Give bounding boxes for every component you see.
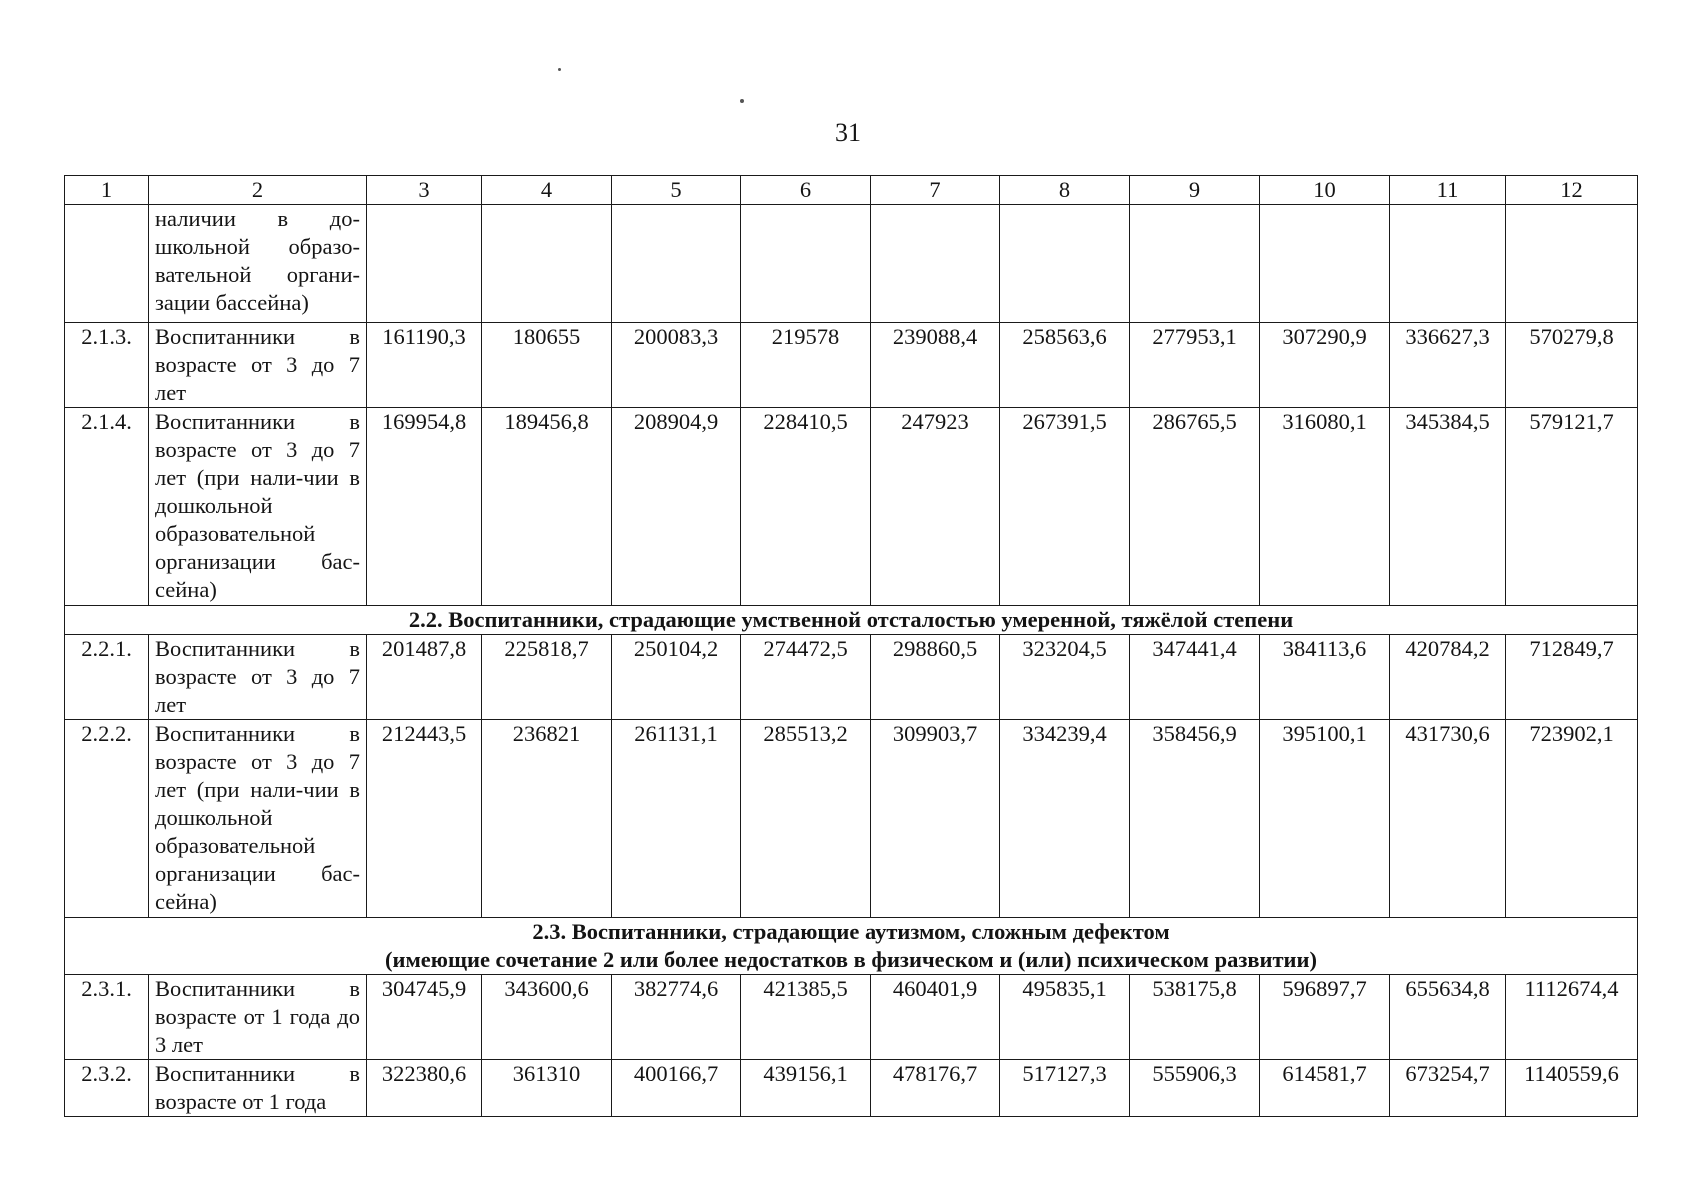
- value-cell: 538175,8: [1130, 975, 1260, 1060]
- value-cell: 655634,8: [1390, 975, 1506, 1060]
- value-cell: 228410,5: [741, 408, 871, 606]
- value-cell: [741, 205, 871, 323]
- value-cell: 439156,1: [741, 1060, 871, 1117]
- value-cell: 304745,9: [367, 975, 482, 1060]
- row-number-cell: [65, 205, 149, 323]
- section-heading-row: [65, 606, 1638, 635]
- column-number: 2: [149, 176, 367, 205]
- table-row: [65, 720, 1638, 918]
- value-cell: 212443,5: [367, 720, 482, 918]
- value-cell: 261131,1: [612, 720, 741, 918]
- column-number: 3: [367, 176, 482, 205]
- value-cell: 420784,2: [1390, 635, 1506, 720]
- row-description: Воспитанники в возрасте от 3 до 7 лет (при нали-чии в дошкольной образовательной организации бас-сейна): [149, 408, 367, 606]
- value-cell: 570279,8: [1506, 323, 1638, 408]
- value-cell: 555906,3: [1130, 1060, 1260, 1117]
- value-cell: 334239,4: [1000, 720, 1130, 918]
- value-cell: [612, 205, 741, 323]
- row-number: 2.3.1.: [65, 975, 149, 1060]
- column-number: 5: [612, 176, 741, 205]
- row-number: 2.1.3.: [65, 323, 149, 408]
- section-title: [65, 918, 1638, 975]
- value-cell: 712849,7: [1506, 635, 1638, 720]
- value-cell: 478176,7: [871, 1060, 1000, 1117]
- value-cell: 322380,6: [367, 1060, 482, 1117]
- table-row: [65, 408, 1638, 606]
- value-cell: [482, 205, 612, 323]
- value-cell: 460401,9: [871, 975, 1000, 1060]
- column-number: 12: [1506, 176, 1638, 205]
- value-cell: 286765,5: [1130, 408, 1260, 606]
- value-cell: 517127,3: [1000, 1060, 1130, 1117]
- scan-speck: [740, 99, 744, 103]
- value-cell: 267391,5: [1000, 408, 1130, 606]
- value-cell: 1140559,6: [1506, 1060, 1638, 1117]
- scan-speck: [558, 68, 561, 71]
- section-heading-row: [65, 918, 1638, 975]
- value-cell: 596897,7: [1260, 975, 1390, 1060]
- value-cell: 236821: [482, 720, 612, 918]
- value-cell: [367, 205, 482, 323]
- value-cell: 161190,3: [367, 323, 482, 408]
- value-cell: 579121,7: [1506, 408, 1638, 606]
- value-cell: 225818,7: [482, 635, 612, 720]
- column-number: 7: [871, 176, 1000, 205]
- row-number: 2.2.2.: [65, 720, 149, 918]
- row-description: Воспитанники в возрасте от 3 до 7 лет: [149, 323, 367, 408]
- value-cell: 298860,5: [871, 635, 1000, 720]
- value-cell: 347441,4: [1130, 635, 1260, 720]
- row-description: Воспитанники в возрасте от 3 до 7 лет: [149, 635, 367, 720]
- value-cell: 189456,8: [482, 408, 612, 606]
- value-cell: 395100,1: [1260, 720, 1390, 918]
- value-cell: 169954,8: [367, 408, 482, 606]
- row-number: 2.2.1.: [65, 635, 149, 720]
- table-row: [65, 1060, 1638, 1117]
- page-number: 31: [835, 118, 861, 147]
- row-number: 2.1.4.: [65, 408, 149, 606]
- value-cell: 336627,3: [1390, 323, 1506, 408]
- value-cell: 361310: [482, 1060, 612, 1117]
- column-number: 1: [65, 176, 149, 205]
- column-number: 8: [1000, 176, 1130, 205]
- value-cell: 285513,2: [741, 720, 871, 918]
- column-number: 6: [741, 176, 871, 205]
- value-cell: [1506, 205, 1638, 323]
- value-cell: 208904,9: [612, 408, 741, 606]
- value-cell: 345384,5: [1390, 408, 1506, 606]
- value-cell: 421385,5: [741, 975, 871, 1060]
- value-cell: 200083,3: [612, 323, 741, 408]
- column-number: 10: [1260, 176, 1390, 205]
- value-cell: 358456,9: [1130, 720, 1260, 918]
- value-cell: 384113,6: [1260, 635, 1390, 720]
- table-row: [65, 323, 1638, 408]
- value-cell: 277953,1: [1130, 323, 1260, 408]
- value-cell: 343600,6: [482, 975, 612, 1060]
- section-title-line: 2.3. Воспитанники, страдающие аутизмом, сложным дефектом: [532, 919, 1170, 944]
- column-number: 9: [1130, 176, 1260, 205]
- value-cell: 723902,1: [1506, 720, 1638, 918]
- value-cell: 239088,4: [871, 323, 1000, 408]
- value-cell: 219578: [741, 323, 871, 408]
- section-title: 2.2. Воспитанники, страдающие умственной отсталостью умеренной, тяжёлой степени: [65, 606, 1638, 635]
- table-row: [65, 635, 1638, 720]
- value-cell: 307290,9: [1260, 323, 1390, 408]
- value-cell: 400166,7: [612, 1060, 741, 1117]
- value-cell: 673254,7: [1390, 1060, 1506, 1117]
- value-cell: 309903,7: [871, 720, 1000, 918]
- value-cell: [871, 205, 1000, 323]
- value-cell: 614581,7: [1260, 1060, 1390, 1117]
- value-cell: [1130, 205, 1260, 323]
- row-description: наличии в до-школьной образо-вательной органи-зации бассейна): [149, 205, 367, 323]
- value-cell: 382774,6: [612, 975, 741, 1060]
- value-cell: 258563,6: [1000, 323, 1130, 408]
- value-cell: 180655: [482, 323, 612, 408]
- value-cell: 495835,1: [1000, 975, 1130, 1060]
- continuation-row: [65, 205, 1638, 323]
- value-cell: 323204,5: [1000, 635, 1130, 720]
- value-cell: 201487,8: [367, 635, 482, 720]
- row-description: Воспитанники в возрасте от 1 года до 3 лет: [149, 975, 367, 1060]
- value-cell: [1000, 205, 1130, 323]
- value-cell: 247923: [871, 408, 1000, 606]
- tariff-table: [64, 175, 1638, 1117]
- section-title-line: (имеющие сочетание 2 или более недостатков в физическом и (или) психическом развитии): [385, 947, 1317, 972]
- row-description: Воспитанники в возрасте от 1 года: [149, 1060, 367, 1117]
- value-cell: 1112674,4: [1506, 975, 1638, 1060]
- column-number-row: [65, 176, 1638, 205]
- row-number: 2.3.2.: [65, 1060, 149, 1117]
- value-cell: [1260, 205, 1390, 323]
- column-number: 11: [1390, 176, 1506, 205]
- value-cell: 250104,2: [612, 635, 741, 720]
- value-cell: [1390, 205, 1506, 323]
- value-cell: 431730,6: [1390, 720, 1506, 918]
- column-number: 4: [482, 176, 612, 205]
- value-cell: 316080,1: [1260, 408, 1390, 606]
- table-row: [65, 975, 1638, 1060]
- value-cell: 274472,5: [741, 635, 871, 720]
- row-description: Воспитанники в возрасте от 3 до 7 лет (при нали-чии в дошкольной образовательной организации бас-сейна): [149, 720, 367, 918]
